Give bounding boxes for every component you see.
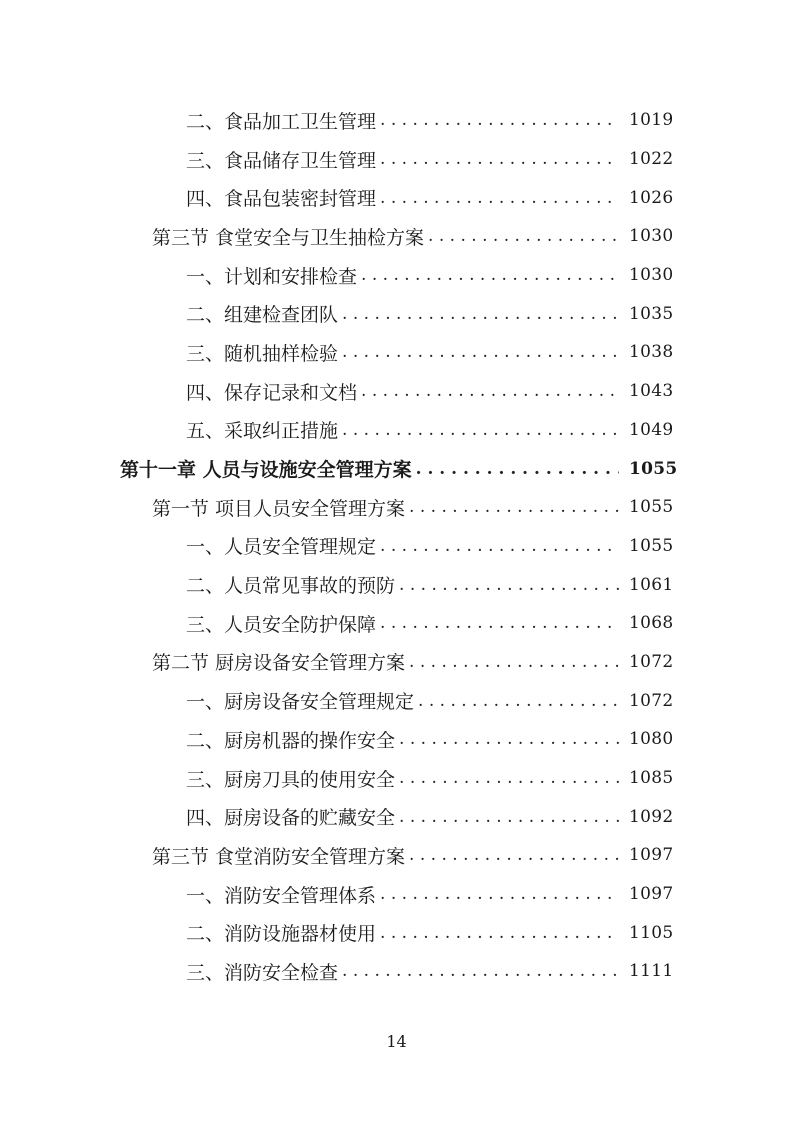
toc-dot-leader <box>361 265 619 285</box>
toc-entry-title: 二、厨房机器的操作安全 <box>186 726 399 753</box>
toc-dot-leader <box>342 961 619 981</box>
toc-dot-leader <box>342 342 619 362</box>
toc-dot-leader <box>399 807 619 827</box>
toc-entry-chapter[interactable] <box>0 449 793 488</box>
toc-entry-item[interactable] <box>0 527 793 566</box>
toc-entry-item[interactable] <box>0 681 793 720</box>
toc-entry-page: 1080 <box>629 729 674 750</box>
toc-dot-leader <box>428 226 619 246</box>
toc-entry-page: 1085 <box>629 768 674 789</box>
toc-entry-title: 二、组建检查团队 <box>186 300 342 327</box>
toc-dot-leader <box>409 497 619 517</box>
toc-entry-item[interactable] <box>0 759 793 798</box>
toc-dot-leader <box>399 575 619 595</box>
toc-entry-item[interactable] <box>0 294 793 333</box>
toc-entry-page: 1068 <box>629 613 674 634</box>
toc-entry-title: 四、食品包装密封管理 <box>186 184 380 211</box>
toc-dot-leader <box>380 536 619 556</box>
toc-dot-leader <box>399 729 619 749</box>
toc-entry-page: 1072 <box>629 651 674 672</box>
toc-entry-item[interactable] <box>0 256 793 295</box>
toc-entry-page: 1092 <box>629 806 674 827</box>
toc-entry-item[interactable] <box>0 875 793 914</box>
toc-entry-title: 三、人员安全防护保障 <box>186 610 380 637</box>
toc-entry-title: 四、保存记录和文档 <box>186 378 361 405</box>
toc-dot-leader <box>409 845 619 865</box>
toc-entry-page: 1038 <box>629 342 674 363</box>
toc-entry-page: 1019 <box>629 110 674 131</box>
toc-dot-leader <box>361 381 619 401</box>
toc-entry-page: 1043 <box>629 381 674 402</box>
toc-entry-title: 二、人员常见事故的预防 <box>186 571 399 598</box>
toc-entry-title: 三、随机抽样检验 <box>186 339 342 366</box>
page-number: 14 <box>386 1032 407 1051</box>
toc-entry-page: 1022 <box>629 149 674 170</box>
toc-dot-leader <box>399 768 619 788</box>
toc-entry-title: 五、采取纠正措施 <box>186 416 342 443</box>
toc-entry-title: 第十一章 人员与设施安全管理方案 <box>120 455 416 482</box>
toc-entry-page: 1035 <box>629 303 674 324</box>
toc-dot-leader <box>380 149 619 169</box>
toc-entry-item[interactable] <box>0 913 793 952</box>
toc-entry-page: 1055 <box>629 497 674 518</box>
toc-entry-item[interactable] <box>0 952 793 991</box>
toc-entry-title: 第一节 项目人员安全管理方案 <box>152 494 409 521</box>
toc-entry-title: 二、食品加工卫生管理 <box>186 107 380 134</box>
toc-entry-title: 三、消防安全检查 <box>186 958 342 985</box>
toc-entry-title: 三、食品储存卫生管理 <box>186 146 380 173</box>
toc-entry-page: 1055 <box>629 535 674 556</box>
toc-dot-leader <box>409 652 619 672</box>
toc-entry-page: 1055 <box>629 458 678 479</box>
toc-entry-item[interactable] <box>0 720 793 759</box>
toc-entry-item[interactable] <box>0 797 793 836</box>
toc-dot-leader <box>380 884 619 904</box>
toc-entry-title: 一、计划和安排检查 <box>186 262 361 289</box>
toc-entry-item[interactable] <box>0 372 793 411</box>
toc-entry-section[interactable] <box>0 217 793 256</box>
toc-entry-page: 1061 <box>629 574 674 595</box>
toc-dot-leader <box>342 304 619 324</box>
toc-entry-item[interactable] <box>0 411 793 450</box>
toc-dot-leader <box>380 613 619 633</box>
toc-entry-section[interactable] <box>0 643 793 682</box>
toc-dot-leader <box>380 923 619 943</box>
toc-entry-page: 1097 <box>629 884 674 905</box>
toc-entry-title: 四、厨房设备的贮藏安全 <box>186 803 399 830</box>
toc-entry-item[interactable] <box>0 101 793 140</box>
table-of-contents <box>0 101 793 991</box>
toc-dot-leader <box>418 691 619 711</box>
toc-entry-page: 1097 <box>629 845 674 866</box>
toc-entry-title: 第二节 厨房设备安全管理方案 <box>152 648 409 675</box>
toc-entry-page: 1030 <box>629 226 674 247</box>
toc-entry-section[interactable] <box>0 836 793 875</box>
toc-entry-page: 1026 <box>629 187 674 208</box>
toc-entry-item[interactable] <box>0 565 793 604</box>
toc-entry-item[interactable] <box>0 178 793 217</box>
toc-entry-item[interactable] <box>0 140 793 179</box>
toc-entry-page: 1049 <box>629 419 674 440</box>
toc-entry-page: 1030 <box>629 265 674 286</box>
toc-dot-leader <box>380 110 619 130</box>
toc-entry-item[interactable] <box>0 604 793 643</box>
toc-dot-leader <box>416 459 619 479</box>
toc-entry-page: 1105 <box>629 922 674 943</box>
toc-dot-leader <box>342 420 619 440</box>
toc-entry-title: 第三节 食堂消防安全管理方案 <box>152 842 409 869</box>
toc-entry-title: 二、消防设施器材使用 <box>186 919 380 946</box>
toc-entry-item[interactable] <box>0 333 793 372</box>
toc-entry-title: 三、厨房刀具的使用安全 <box>186 765 399 792</box>
toc-entry-page: 1111 <box>629 961 674 982</box>
toc-dot-leader <box>380 188 619 208</box>
toc-entry-page: 1072 <box>629 690 674 711</box>
toc-entry-title: 一、厨房设备安全管理规定 <box>186 687 418 714</box>
toc-entry-section[interactable] <box>0 488 793 527</box>
toc-entry-title: 第三节 食堂安全与卫生抽检方案 <box>152 223 428 250</box>
toc-entry-title: 一、人员安全管理规定 <box>186 532 380 559</box>
toc-entry-title: 一、消防安全管理体系 <box>186 881 380 908</box>
